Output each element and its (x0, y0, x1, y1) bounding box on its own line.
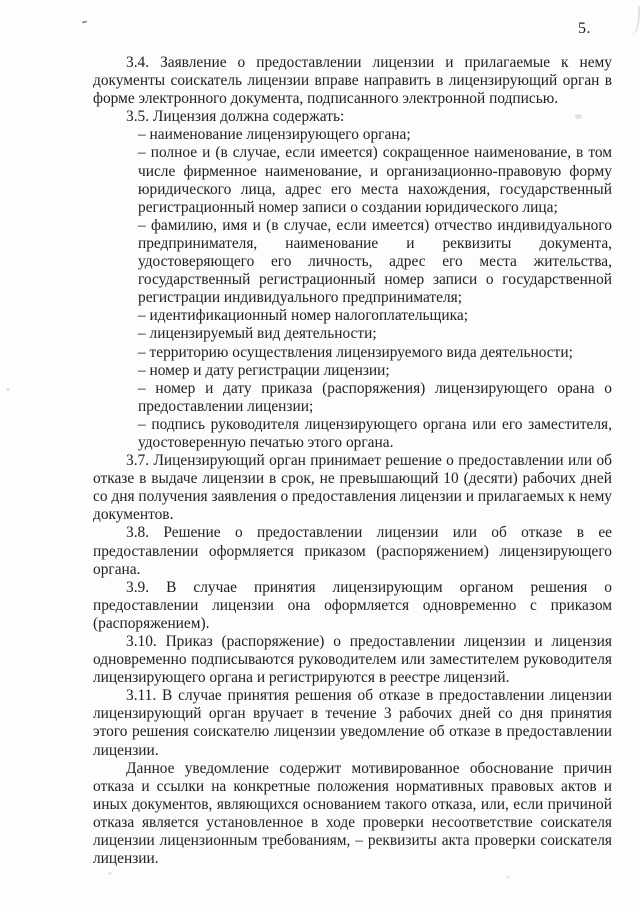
page-edge-artifact (626, 6, 640, 36)
paragraph-3-5: 3.5. Лицензия должна содержать: (126, 108, 345, 126)
paragraph-refusal-notice: Данное уведомление содержит мотивированное обоснование причин отказа и ссылки на конкретные положения нормативных правовых актов и иных документов, являющихся основанием такого отказа, или, если причиной отказа является установленное в ходе проверки несоответствие соискателя лицензии лицензионным требованиям, – реквизиты акта проверки соискателя лицензии. (93, 759, 612, 868)
list-item-order-number-date: – номер и дату приказа (распоряжения) лицензирующего орана о предоставлении лицензии; (138, 379, 612, 415)
list-item-entrepreneur-details: – фамилию, имя и (в случае, если имеется) отчество индивидуального предпринимателя, наименование и реквизиты документа, удостоверяющего его личность, адрес его места жительства, государственный регистрационный номер записи о государственной регистрации индивидуального предпринимателя; (138, 216, 612, 307)
paragraph-3-9: 3.9. В случае принятия лицензирующим органом решения о предоставлении лицензии она оформляется одновременно с приказом (распоряжением). (93, 578, 612, 632)
list-item-taxpayer-number: – идентификационный номер налогоплательщика; (138, 307, 468, 325)
paragraph-3-10: 3.10. Приказ (распоряжение) о предоставлении лицензии и лицензия одновременно подписываются руководителем или заместителем руководителя лицензирующего органа и регистрируются в реестре лицензий. (93, 633, 612, 687)
list-item-license-registration: – номер и дату регистрации лицензии; (138, 361, 390, 379)
paragraph-3-7: 3.7. Лицензирующий орган принимает решение о предоставлении или об отказе в выдаче лицензии в срок, не превышающий 10 (десяти) рабочих дней со дня получения заявления о предоставления лицензии и прилагаемых к нему документов. (93, 452, 612, 524)
list-item-head-signature: – подпись руководителя лицензирующего органа или его заместителя, удостоверенную печатью этого органа. (138, 415, 612, 451)
list-item-legal-entity-name: – полное и (в случае, если имеется) сокращенное наименование, в том числе фирменное наименование, и организационно-правовую форму юридического лица, адрес его места нахождения, государственный регистрационный номер записи о создании юридического лица; (138, 144, 612, 216)
list-item-licensing-authority-name: – наименование лицензирующего органа; (138, 126, 411, 144)
scan-speck (108, 872, 112, 875)
document-body (93, 54, 612, 868)
scan-speck (82, 21, 87, 24)
scan-speck (506, 876, 510, 879)
scan-speck (6, 388, 10, 391)
paragraph-3-11: 3.11. В случае принятия решения об отказе в предоставлении лицензии лицензирующий орган вручает в течение 3 рабочих дней со дня принятия этого решения соискателю лицензии уведомление об отказе в предоставлении лицензии. (93, 687, 612, 759)
list-item-licensed-activity: – лицензируемый вид деятельности; (138, 325, 377, 343)
list-item-activity-territory: – территорию осуществления лицензируемого вида деятельности; (138, 343, 573, 361)
page-number: 5. (578, 20, 591, 37)
paragraph-3-8: 3.8. Решение о предоставлении лицензии или об отказе в ее предоставлении оформляется приказом (распоряжением) лицензирующего органа. (93, 524, 612, 578)
paragraph-3-4: 3.4. Заявление о предоставлении лицензии и прилагаемые к нему документы соискатель лицензии вправе направить в лицензирующий орган в форме электронного документа, подписанного электронной подписью. (93, 54, 612, 108)
